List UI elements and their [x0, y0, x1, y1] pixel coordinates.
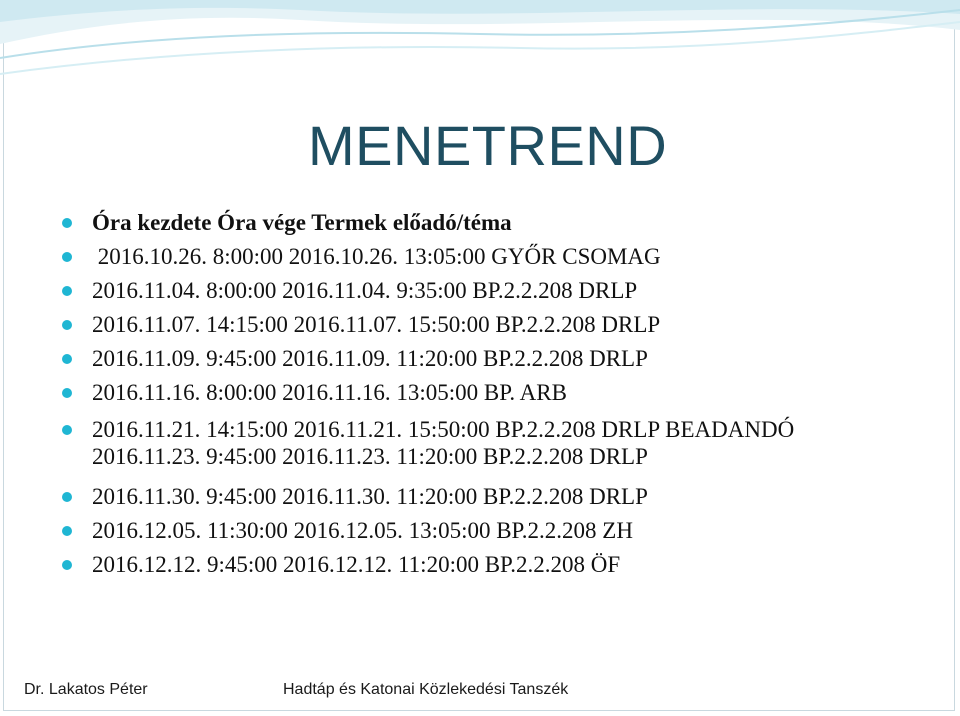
bullet-icon [62, 425, 72, 435]
list-item [60, 274, 940, 308]
list-item-continuation [60, 443, 940, 470]
list-item-text: 2016.12.12. 9:45:00 2016.12.12. 11:20:00 BP.2.2.208 ÖF [92, 552, 621, 577]
schedule-list [60, 206, 940, 582]
list-item-text: 2016.11.23. 9:45:00 2016.11.23. 11:20:00 BP.2.2.208 DRLP [92, 444, 648, 469]
bullet-icon [62, 560, 72, 570]
slide-title: MENETREND [308, 114, 668, 177]
list-item [60, 240, 940, 274]
bullet-icon [62, 218, 72, 228]
list-item [60, 342, 940, 376]
list-item [60, 480, 940, 514]
list-item-text: 2016.11.07. 14:15:00 2016.11.07. 15:50:00 BP.2.2.208 DRLP [92, 312, 661, 337]
bullet-icon [62, 492, 72, 502]
list-item [60, 548, 940, 582]
list-item-text: Óra kezdete Óra vége Termek előadó/téma [92, 210, 512, 235]
list-item-text: 2016.10.26. 8:00:00 2016.10.26. 13:05:00 GYŐR CSOMAG [92, 244, 661, 269]
list-item-text: 2016.11.16. 8:00:00 2016.11.16. 13:05:00 BP. ARB [92, 380, 567, 405]
list-item [60, 514, 940, 548]
list-item-text: 2016.11.21. 14:15:00 2016.11.21. 15:50:00 BP.2.2.208 DRLP BEADANDÓ [92, 417, 795, 442]
footer-department: Hadtáp és Katonai Közlekedési Tanszék [283, 681, 569, 698]
bullet-icon [62, 252, 72, 262]
bullet-icon [62, 320, 72, 330]
bullet-icon [62, 526, 72, 536]
list-item-text: 2016.11.30. 9:45:00 2016.11.30. 11:20:00 BP.2.2.208 DRLP [92, 484, 648, 509]
list-item [60, 376, 940, 410]
bullet-icon [62, 354, 72, 364]
bullet-icon [62, 286, 72, 296]
list-item-header [60, 206, 940, 240]
list-item-text: 2016.12.05. 11:30:00 2016.12.05. 13:05:00 BP.2.2.208 ZH [92, 518, 633, 543]
header-wave-decoration [0, 0, 960, 110]
list-item [60, 308, 940, 342]
footer-author: Dr. Lakatos Péter [24, 681, 148, 698]
bullet-icon [62, 388, 72, 398]
list-item-text: 2016.11.09. 9:45:00 2016.11.09. 11:20:00 BP.2.2.208 DRLP [92, 346, 648, 371]
list-item [60, 416, 940, 443]
list-item-text: 2016.11.04. 8:00:00 2016.11.04. 9:35:00 BP.2.2.208 DRLP [92, 278, 638, 303]
